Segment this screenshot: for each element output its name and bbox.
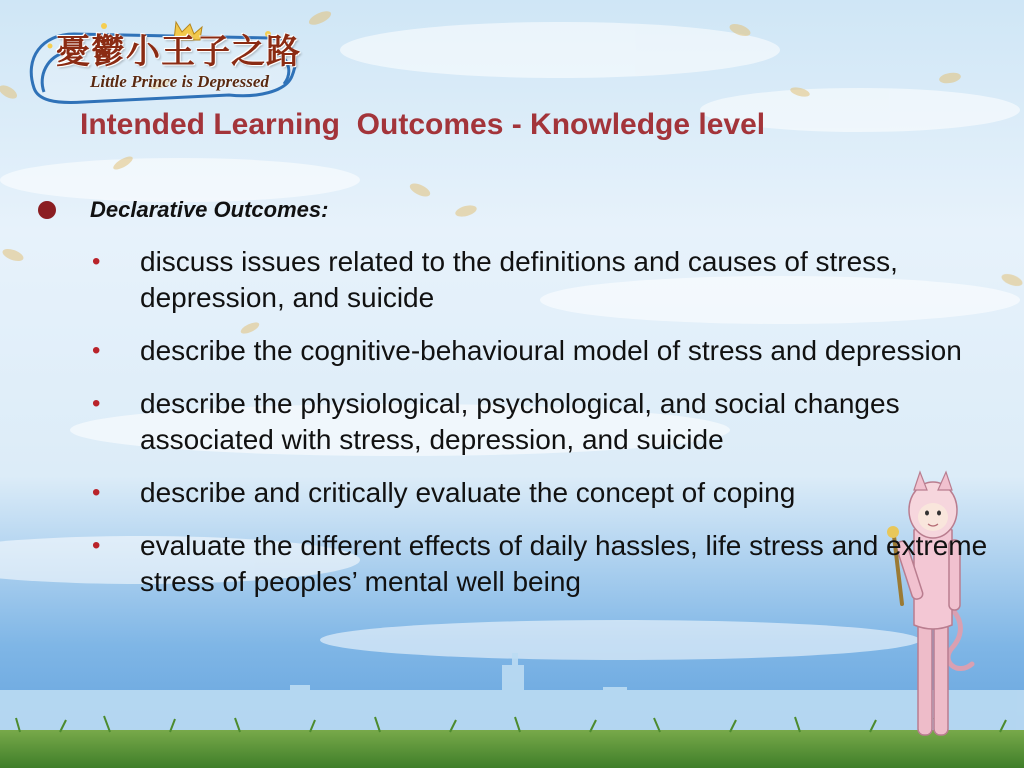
bullet-icon: • xyxy=(92,337,101,364)
outcomes-list xyxy=(92,244,1002,617)
list-item xyxy=(92,475,1002,511)
slide-title: Intended Learning Outcomes - Knowledge level xyxy=(80,108,766,141)
section-label: Declarative Outcomes: xyxy=(90,197,329,222)
list-item xyxy=(92,333,1002,369)
list-item xyxy=(92,386,1002,458)
bullet-icon: • xyxy=(92,532,101,559)
list-item-text: describe and critically evaluate the concept of coping xyxy=(140,477,796,508)
bullet-icon: • xyxy=(92,479,101,506)
section-bullet-icon xyxy=(38,201,56,219)
list-item-text: describe the cognitive-behavioural model of stress and depression xyxy=(140,335,962,366)
brand-logo xyxy=(24,18,304,114)
list-item-text: describe the physiological, psychological, and social changes associated with stress, depression, and suicide xyxy=(140,388,900,455)
city-skyline xyxy=(0,653,1024,731)
logo-english-text: Little Prince is Depressed xyxy=(90,72,269,91)
grass xyxy=(0,730,1024,768)
declarative-outcomes-section xyxy=(34,192,994,228)
list-item-text: discuss issues related to the definitions and causes of stress, depression, and suicide xyxy=(140,246,898,313)
list-item xyxy=(92,528,1002,600)
bullet-icon: • xyxy=(92,390,101,417)
list-item-text: evaluate the different effects of daily hassles, life stress and extreme stress of peoples’ mental well being xyxy=(140,530,988,597)
logo-chinese-text: 憂鬱小王子之路 xyxy=(56,32,301,72)
section-heading xyxy=(34,192,994,228)
bullet-icon: • xyxy=(92,248,101,275)
list-item xyxy=(92,244,1002,316)
